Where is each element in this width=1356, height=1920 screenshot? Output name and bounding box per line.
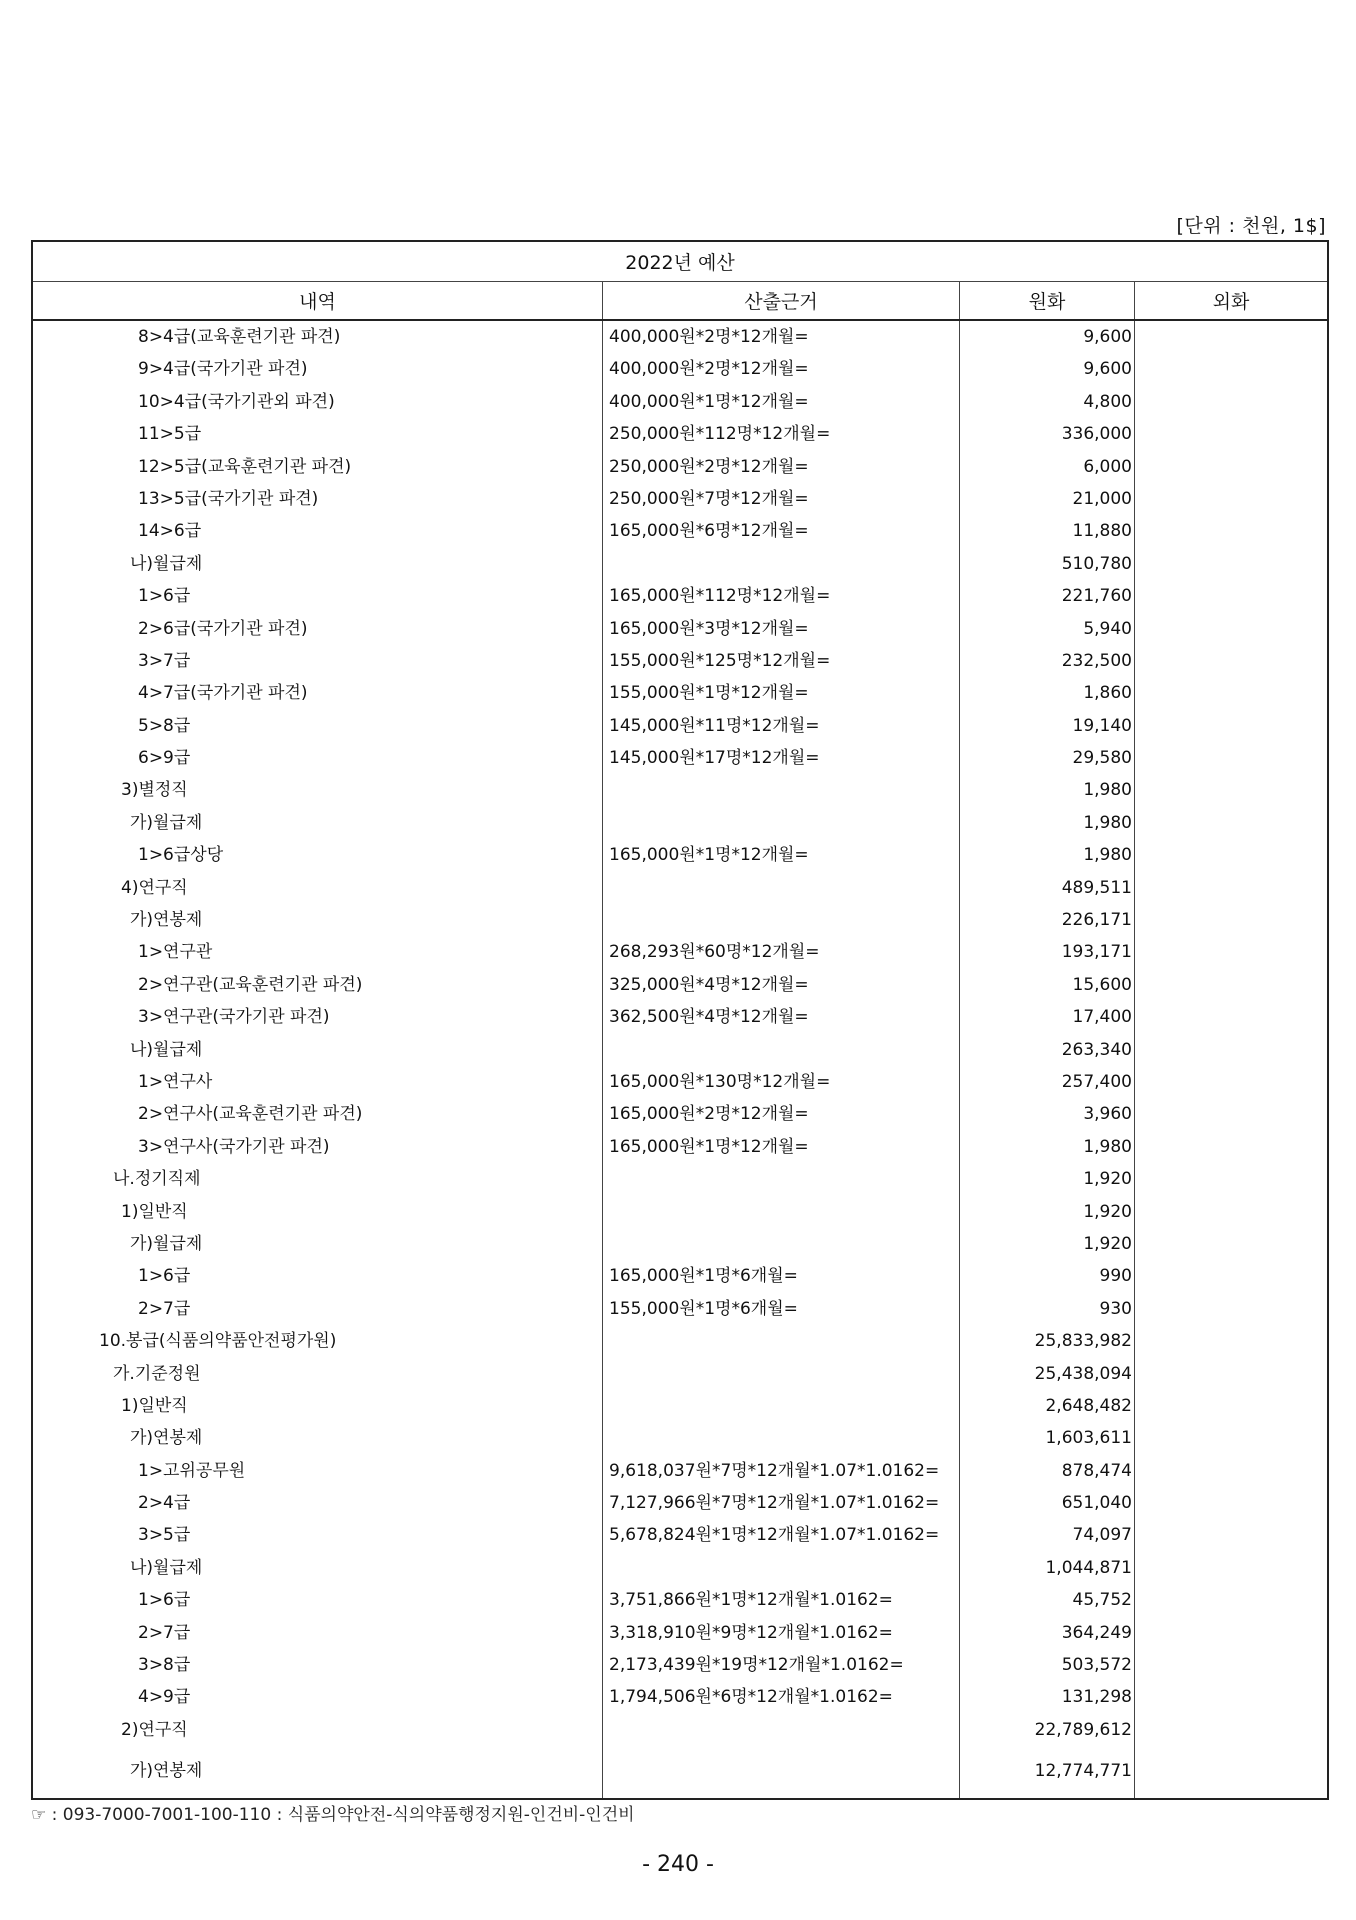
- row-basis: [603, 1163, 959, 1195]
- row-basis: [603, 1358, 959, 1390]
- row-krw-amount: 1,980: [1083, 845, 1132, 866]
- header-row: [33, 282, 1327, 321]
- row-krw-amount: 263,340: [1061, 1039, 1132, 1060]
- row-item: 나.정기직제: [113, 1169, 201, 1190]
- row-krw-amount: 11,880: [1072, 521, 1132, 542]
- row-krw-amount: 336,000: [1061, 424, 1132, 445]
- row-krw-amount: 131,298: [1061, 1687, 1132, 1708]
- row-basis: [603, 1196, 959, 1228]
- page-number: - 240 -: [642, 1852, 714, 1877]
- row-krw-amount: 4,800: [1083, 391, 1132, 412]
- account-code-footnote: ☞ : 093-7000-7001-100-110 : 식품의약안전-식의약품행정지원-인건비-인건비: [31, 1805, 635, 1825]
- row-krw-amount: 1,980: [1083, 780, 1132, 801]
- row-krw-amount: 221,760: [1061, 586, 1132, 607]
- row-krw-amount: 9,600: [1083, 359, 1132, 380]
- row-basis: [603, 904, 959, 936]
- item-column: [33, 321, 603, 1798]
- row-basis: [603, 1325, 959, 1357]
- row-krw-amount: 1,044,871: [1045, 1557, 1132, 1578]
- row-item: 4>9급: [138, 1687, 191, 1708]
- row-item: 11>5급: [138, 424, 202, 445]
- row-krw-amount: 878,474: [1061, 1460, 1132, 1481]
- row-basis: [603, 1390, 959, 1422]
- row-basis: 2,173,439원*19명*12개월*1.0162=: [609, 1655, 904, 1676]
- row-basis: 400,000원*2명*12개월=: [609, 359, 809, 380]
- row-item: 2>연구관(교육훈련기관 파견): [138, 974, 363, 995]
- row-basis: [603, 807, 959, 839]
- row-krw-amount: 1,980: [1083, 1136, 1132, 1157]
- row-basis: 400,000원*2명*12개월=: [609, 327, 809, 347]
- row-item: 2>7급: [138, 1298, 191, 1319]
- krw-column: [960, 321, 1135, 1798]
- row-basis: 5,678,824원*1명*12개월*1.07*1.0162=: [609, 1525, 940, 1546]
- row-basis: 155,000원*1명*6개월=: [609, 1298, 798, 1319]
- row-basis: 145,000원*11명*12개월=: [609, 715, 820, 736]
- row-item: 5>8급: [138, 715, 191, 736]
- row-krw-amount: 9,600: [1083, 327, 1132, 347]
- row-basis: 165,000원*1명*6개월=: [609, 1266, 798, 1287]
- row-basis: 155,000원*125명*12개월=: [609, 650, 831, 671]
- header-basis: 산출근거: [603, 282, 960, 319]
- table-title: 2022년 예산: [33, 242, 1327, 282]
- row-basis: 250,000원*112명*12개월=: [609, 424, 831, 445]
- row-krw-amount: 1,920: [1083, 1169, 1132, 1190]
- row-krw-amount: 930: [1099, 1298, 1132, 1319]
- row-item: 1>6급: [138, 586, 191, 607]
- row-krw-amount: 232,500: [1061, 650, 1132, 671]
- row-krw-amount: 489,511: [1061, 877, 1132, 898]
- row-item: 가)월급제: [130, 812, 203, 833]
- row-krw-amount: 21,000: [1072, 488, 1132, 509]
- header-item: 내역: [33, 282, 603, 319]
- row-item: 3>7급: [138, 650, 191, 671]
- row-basis: 3,318,910원*9명*12개월*1.0162=: [609, 1622, 893, 1643]
- row-basis: 268,293원*60명*12개월=: [609, 942, 820, 963]
- row-krw-amount: 510,780: [1061, 553, 1132, 574]
- row-item: 2)연구직: [121, 1719, 188, 1740]
- row-basis: [603, 548, 959, 580]
- row-item: 가.기준정원: [113, 1363, 201, 1384]
- row-basis: 250,000원*2명*12개월=: [609, 456, 809, 477]
- row-item: 3)별정직: [121, 780, 188, 801]
- row-basis: 145,000원*17명*12개월=: [609, 748, 820, 769]
- row-item: 3>8급: [138, 1655, 191, 1676]
- foreign-column: [1135, 321, 1327, 1798]
- row-krw-amount: 25,833,982: [1034, 1331, 1132, 1352]
- row-krw-amount: 19,140: [1072, 715, 1132, 736]
- row-item: 4>7급(국가기관 파견): [138, 683, 308, 704]
- header-krw: 원화: [960, 282, 1135, 319]
- row-basis: 3,751,866원*1명*12개월*1.0162=: [609, 1590, 893, 1611]
- row-basis: [603, 1552, 959, 1584]
- row-item: 1)일반직: [121, 1201, 188, 1222]
- row-item: 가)연봉제: [130, 1761, 203, 1782]
- row-item: 3>5급: [138, 1525, 191, 1546]
- row-basis: 165,000원*1명*12개월=: [609, 1136, 809, 1157]
- row-item: 1>6급: [138, 1590, 191, 1611]
- row-basis: 165,000원*3명*12개월=: [609, 618, 809, 639]
- unit-label: [단위 : 천원, 1$]: [1176, 215, 1326, 237]
- row-item: 8>4급(교육훈련기관 파견): [138, 327, 341, 347]
- row-item: 4)연구직: [121, 877, 188, 898]
- row-krw-amount: 29,580: [1072, 748, 1132, 769]
- row-krw-amount: 193,171: [1061, 942, 1132, 963]
- row-item: 1>6급: [138, 1266, 191, 1287]
- row-item: 13>5급(국가기관 파견): [138, 488, 319, 509]
- row-basis: 165,000원*2명*12개월=: [609, 1104, 809, 1125]
- row-basis: 165,000원*112명*12개월=: [609, 586, 831, 607]
- row-item: 9>4급(국가기관 파견): [138, 359, 308, 380]
- row-basis: 7,127,966원*7명*12개월*1.07*1.0162=: [609, 1493, 940, 1514]
- row-item: 3>연구관(국가기관 파견): [138, 1007, 330, 1028]
- row-item: 1>연구사: [138, 1071, 213, 1092]
- row-item: 2>연구사(교육훈련기관 파견): [138, 1104, 363, 1125]
- row-krw-amount: 2,648,482: [1045, 1395, 1132, 1416]
- row-item: 3>연구사(국가기관 파견): [138, 1136, 330, 1157]
- row-item: 2>4급: [138, 1493, 191, 1514]
- budget-table: [31, 240, 1329, 1800]
- row-basis: [603, 1746, 959, 1797]
- row-krw-amount: 226,171: [1061, 910, 1132, 931]
- row-basis: 1,794,506원*6명*12개월*1.0162=: [609, 1687, 893, 1708]
- row-basis: 250,000원*7명*12개월=: [609, 488, 809, 509]
- row-krw-amount: 15,600: [1072, 974, 1132, 995]
- row-item: 나)월급제: [130, 1039, 203, 1060]
- basis-column: [603, 321, 960, 1798]
- row-item: 6>9급: [138, 748, 191, 769]
- row-basis: [603, 1714, 959, 1746]
- row-basis: 155,000원*1명*12개월=: [609, 683, 809, 704]
- row-basis: [603, 872, 959, 904]
- row-krw-amount: 3,960: [1083, 1104, 1132, 1125]
- row-krw-amount: 1,920: [1083, 1233, 1132, 1254]
- row-basis: 400,000원*1명*12개월=: [609, 391, 809, 412]
- row-basis: 9,618,037원*7명*12개월*1.07*1.0162=: [609, 1460, 940, 1481]
- row-krw-amount: 1,603,611: [1045, 1428, 1132, 1449]
- row-krw-amount: 651,040: [1061, 1493, 1132, 1514]
- row-item: 12>5급(교육훈련기관 파견): [138, 456, 352, 477]
- row-krw-amount: 1,920: [1083, 1201, 1132, 1222]
- row-krw-amount: 257,400: [1061, 1071, 1132, 1092]
- row-basis: 165,000원*6명*12개월=: [609, 521, 809, 542]
- row-krw-amount: 990: [1099, 1266, 1132, 1287]
- table-body: [33, 321, 1327, 1798]
- row-item: 2>7급: [138, 1622, 191, 1643]
- row-item: 1>고위공무원: [138, 1460, 246, 1481]
- row-krw-amount: 45,752: [1072, 1590, 1132, 1611]
- row-item: 14>6급: [138, 521, 202, 542]
- row-krw-amount: 25,438,094: [1034, 1363, 1132, 1384]
- row-item: 가)월급제: [130, 1233, 203, 1254]
- row-item: 가)연봉제: [130, 1428, 203, 1449]
- row-krw-amount: 12,774,771: [1034, 1761, 1132, 1782]
- row-basis: [603, 1422, 959, 1454]
- row-krw-amount: 1,860: [1083, 683, 1132, 704]
- row-basis: 165,000원*1명*12개월=: [609, 845, 809, 866]
- row-krw-amount: 1,980: [1083, 812, 1132, 833]
- row-item: 나)월급제: [130, 1557, 203, 1578]
- row-item: 1>6급상당: [138, 845, 224, 866]
- row-basis: 165,000원*130명*12개월=: [609, 1071, 831, 1092]
- row-item: 2>6급(국가기관 파견): [138, 618, 308, 639]
- header-foreign: 외화: [1212, 291, 1250, 313]
- row-item: 나)월급제: [130, 553, 203, 574]
- row-item: 10.봉급(식품의약품안전평가원): [99, 1331, 337, 1352]
- row-basis: 325,000원*4명*12개월=: [609, 974, 809, 995]
- row-krw-amount: 364,249: [1061, 1622, 1132, 1643]
- row-basis: [603, 1228, 959, 1260]
- row-krw-amount: 5,940: [1083, 618, 1132, 639]
- row-basis: 362,500원*4명*12개월=: [609, 1007, 809, 1028]
- row-item: 10>4급(국가기관외 파견): [138, 391, 335, 412]
- row-basis: [603, 1034, 959, 1066]
- row-krw-amount: 6,000: [1083, 456, 1132, 477]
- row-krw-amount: 503,572: [1061, 1655, 1132, 1676]
- row-item: 1)일반직: [121, 1395, 188, 1416]
- row-krw-amount: 17,400: [1072, 1007, 1132, 1028]
- row-item: 1>연구관: [138, 942, 213, 963]
- row-krw-amount: 74,097: [1072, 1525, 1132, 1546]
- row-krw-amount: 22,789,612: [1034, 1719, 1132, 1740]
- row-item: 가)연봉제: [130, 910, 203, 931]
- row-basis: [603, 774, 959, 806]
